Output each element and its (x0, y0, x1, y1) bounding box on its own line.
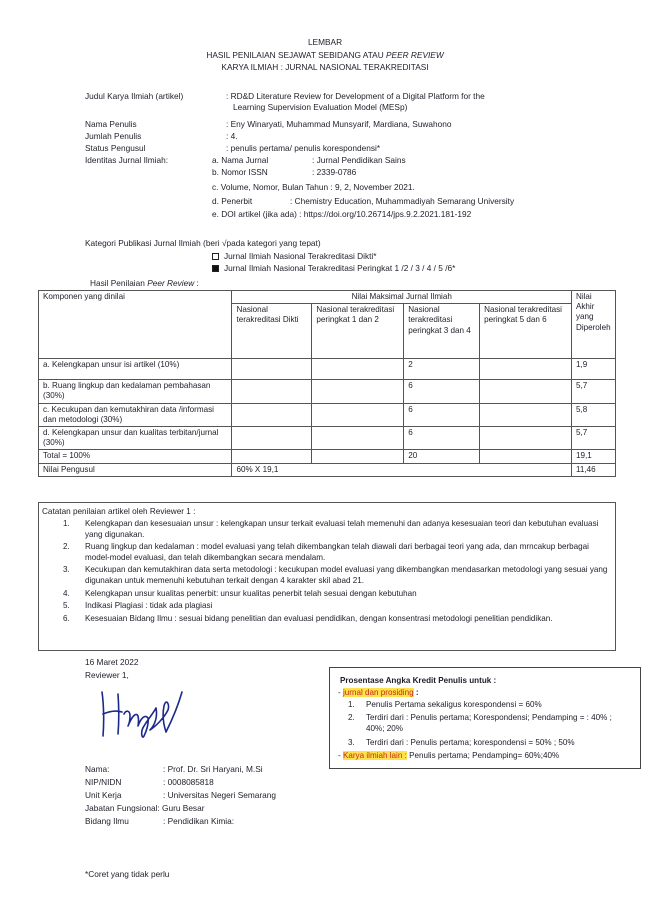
table-row (39, 427, 616, 450)
subheader-dikti: Nasional terakreditasi Dikti (232, 304, 312, 359)
catatan-item: 1. Kelengkapan dan kesesuaian unsur : kelengkapan unsur terkait evaluasi telah memenuhi dan adanya kesesuaian teori dan kebutuhan evaluasi yang digunakan. (63, 519, 599, 539)
signer-nama-value: : Prof. Dr. Sri Haryani, M.Si (163, 764, 263, 774)
subheader-peringkat-5-6: Nasional terakreditasi peringkat 5 dan 6 (480, 304, 572, 359)
pengusul-nilai-akhir: 11,46 (571, 463, 615, 476)
signer-jabatan: Jabatan Fungsional: Guru Besar (85, 803, 205, 813)
signer-nip-value: : 0008085818 (163, 777, 214, 787)
header-title: LEMBAR (307, 37, 343, 47)
row-nilai-akhir: 1,9 (571, 359, 615, 380)
row-komponen: c. Kecukupan dan kemutakhiran data /informasi dan metodologi (30%) (39, 403, 232, 426)
jumlah-penulis-value: : 4. (226, 131, 238, 141)
kredit-item: 1. Penulis Pertama sekaligus korespondensi = 60% (348, 700, 542, 709)
score-table (38, 290, 616, 477)
penerbit-label: d. Penerbit (212, 196, 253, 206)
row-komponen: a. Kelengkapan unsur isi artikel (10%) (39, 359, 232, 380)
row-nilai-akhir: 5,7 (571, 427, 615, 450)
row-komponen: b. Ruang lingkup dan kedalaman pembahasan (30%) (39, 380, 232, 403)
checkbox-empty-icon (212, 253, 219, 260)
pengusul-label: Nilai Pengusul (39, 463, 232, 476)
catatan-item: 4. Kelengkapan unsur kualitas penerbit: unsur kualitas penerbit telah sesuai dengan kebutuhan (63, 588, 417, 598)
nama-jurnal-label: a. Nama Jurnal (212, 155, 269, 165)
nama-penulis-value: : Eny Winaryati, Muhammad Munsyarif, Mardiana, Suwahono (226, 119, 452, 129)
jumlah-penulis-label: Jumlah Penulis (85, 131, 142, 141)
row-nilai-maks: 2 (404, 359, 480, 380)
volume-line: c. Volume, Nomor, Bulan Tahun : 9, 2, November 2021. (212, 182, 415, 192)
table-pengusul-row (39, 463, 616, 476)
table-header-row (39, 291, 616, 304)
nama-jurnal-value: : Jurnal Pendidikan Sains (312, 155, 406, 165)
kredit-item: 3. Terdiri dari : Penulis pertama; korespondensi = 50% ; 50% (348, 738, 575, 747)
kategori-title: Kategori Publikasi Jurnal Ilmiah (beri √pada kategori yang tepat) (85, 238, 321, 248)
signer-nip-label: NIP/NIDN (85, 777, 122, 787)
doi-line: e. DOI artikel (jika ada) : https://doi.org/10.26714/jps.9.2.2021.181-192 (212, 209, 472, 219)
catatan-item: 5. Indikasi Plagiasi : tidak ada plagiasi (63, 601, 213, 611)
issn-label: b. Nomor ISSN (212, 167, 268, 177)
penerbit-value: : Chemistry Education, Muhammadiyah Semarang University (290, 196, 515, 206)
kredit-title: Prosentase Angka Kredit Penulis untuk : (340, 676, 497, 685)
col-nilai-maks-header: Nilai Maksimal Jurnal Ilmiah (232, 291, 571, 304)
review-date: 16 Maret 2022 (85, 657, 139, 667)
table-row (39, 380, 616, 403)
catatan-item: 3. Kecukupan dan kemutakhiran data serta metodologi : kecukupan model evaluasi yang dikembangkan mendasarkan metodologi yang sesuai yang digunakan untuk memenuhi kebutuhan terkait dengan 4 karakter skil abad 21. (63, 565, 608, 585)
col-nilai-akhir-header: Nilai Akhir yang Diperoleh (571, 291, 615, 359)
catatan-list (39, 519, 615, 624)
judul-value: : RD&D Literature Review for Development of a Digital Platform for the (226, 91, 485, 101)
hasil-penilaian-label: Hasil Penilaian Peer Review : (90, 278, 199, 288)
header-subtitle-2: KARYA ILMIAH : JURNAL NASIONAL TERAKREDITASI (221, 62, 429, 72)
kredit-item: 2. Terdiri dari : Penulis pertama; Korespondensi; Pendamping = : 40% ; 40%; 20% (348, 713, 612, 733)
checkbox-filled-icon (212, 265, 219, 272)
kredit-karya-lain: - Karya ilmiah lain : Penulis pertama; Pendamping= 60%;40% (338, 751, 560, 760)
row-nilai-maks: 6 (404, 403, 480, 426)
total-nilai-maks: 20 (404, 450, 480, 463)
signer-bidang-value: : Pendidikan Kimia: (163, 816, 235, 826)
signer-nama-label: Nama: (85, 764, 110, 774)
total-label: Total = 100% (39, 450, 232, 463)
row-nilai-maks: 6 (404, 427, 480, 450)
nama-penulis-label: Nama Penulis (85, 119, 137, 129)
total-nilai-akhir: 19,1 (571, 450, 615, 463)
signer-unit-value: : Universitas Negeri Semarang (163, 790, 276, 800)
table-row (39, 403, 616, 426)
kredit-jurnal-prosiding: - jurnal dan prosiding : (338, 688, 419, 697)
identitas-jurnal-label: Identitas Jurnal Ilmiah: (85, 155, 169, 165)
status-pengusul-label: Status Pengusul (85, 143, 146, 153)
signer-bidang-label: Bidang Ilmu (85, 816, 129, 826)
issn-value: : 2339-0786 (312, 167, 357, 177)
table-row (39, 359, 616, 380)
subheader-peringkat-1-2: Nasional terakreditasi peringkat 1 dan 2 (312, 304, 404, 359)
row-nilai-maks: 6 (404, 380, 480, 403)
catatan-item: 6. Kesesuaian Bidang Ilmu : sesuai bidang penelitian dan evaluasi pendidikan, dengan konsentrasi metodologi penelitian pendidikan. (63, 613, 553, 623)
subheader-peringkat-3-4: Nasional terakreditasi peringkat 3 dan 4 (404, 304, 480, 359)
row-nilai-akhir: 5,8 (571, 403, 615, 426)
status-pengusul-value: : penulis pertama/ penulis korespondensi* (226, 143, 381, 153)
reviewer-label: Reviewer 1, (85, 670, 129, 680)
judul-label: Judul Karya Ilmiah (artikel) (85, 91, 184, 101)
row-komponen: d. Kelengkapan unsur dan kualitas terbitan/jurnal (30%) (39, 427, 232, 450)
footnote: *Coret yang tidak perlu (85, 869, 170, 879)
catatan-box (38, 502, 616, 651)
header-subtitle: HASIL PENILAIAN SEJAWAT SEBIDANG ATAU PEER REVIEW (206, 50, 444, 60)
reviewer-signature (94, 684, 186, 742)
kategori-option-peringkat[interactable]: Jurnal Ilmiah Nasional Terakreditasi Peringkat 1 /2 / 3 / 4 / 5 /6* (212, 263, 455, 274)
signer-unit-label: Unit Kerja (85, 790, 122, 800)
catatan-item: 2. Ruang lingkup dan kedalaman : model evaluasi yang telah dikembangkan telah diawali dari berbagai teori yang ada, dan mrncakup berbagai model-model evaluasi, dan telah dikembangkan secara mendalam. (63, 542, 589, 562)
catatan-title: Catatan penilaian artikel oleh Reviewer 1 : (42, 507, 196, 516)
table-total-row (39, 450, 616, 463)
judul-value-2: Learning Supervision Evaluation Model (MESp) (233, 102, 408, 112)
row-nilai-akhir: 5,7 (571, 380, 615, 403)
kategori-option-dikti[interactable]: Jurnal Ilmiah Nasional Terakreditasi Dikti* (212, 251, 376, 262)
pengusul-formula: 60% X 19,1 (232, 463, 571, 476)
kredit-box (329, 667, 641, 769)
col-komponen-header: Komponen yang dinilai (39, 291, 232, 359)
